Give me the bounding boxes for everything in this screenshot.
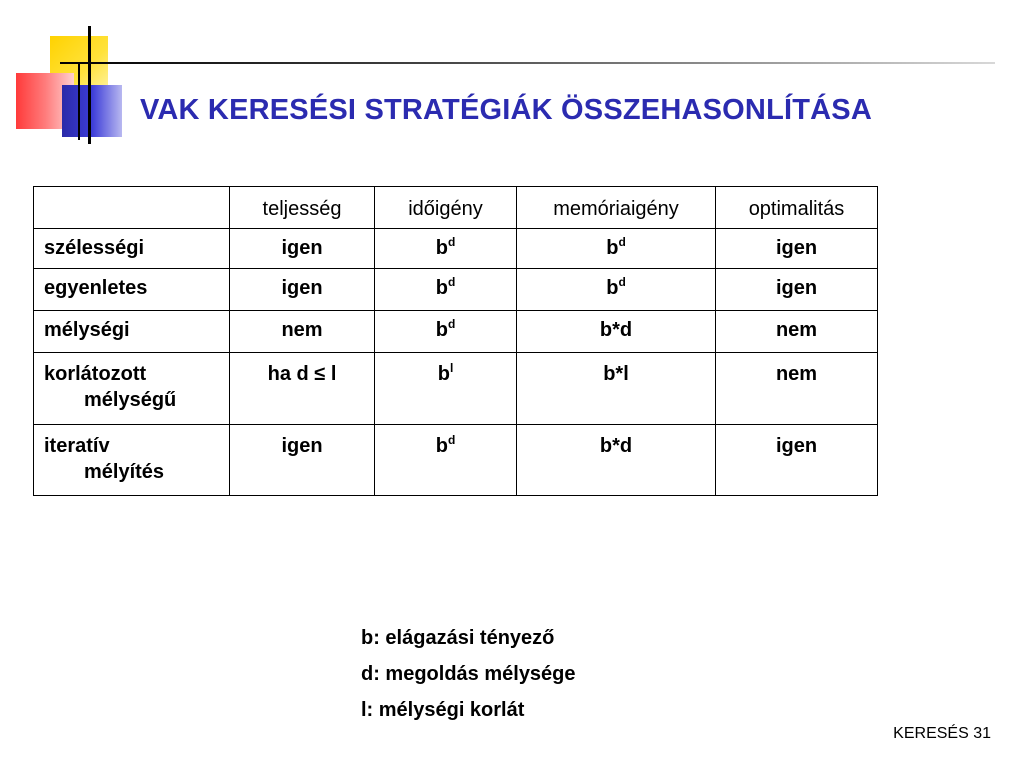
- cell-idoigeny: [375, 425, 517, 496]
- header-idoigeny: időigény: [375, 187, 517, 229]
- cell-idoigeny: [375, 229, 517, 269]
- cell-memoriaigeny: [517, 229, 716, 269]
- row-label: [34, 269, 230, 311]
- cell-memoriaigeny: [517, 311, 716, 353]
- header-cell-empty: [34, 187, 230, 229]
- cell-idoigeny-exponent: d: [447, 433, 456, 447]
- cell-teljesseg: igen: [230, 229, 375, 269]
- table-row: [34, 269, 878, 311]
- table-row: [34, 229, 878, 269]
- slide-footer: KERESÉS 31: [893, 725, 991, 742]
- table-row: [34, 311, 878, 353]
- cell-memoria-base: b: [606, 237, 619, 259]
- cell-memoria-base: b: [606, 277, 619, 299]
- cell-memoria-base: b*d: [599, 435, 633, 457]
- cell-memoriaigeny: [517, 269, 716, 311]
- cell-memoriaigeny: [517, 353, 716, 425]
- cell-memoria-base: b*l: [603, 363, 629, 385]
- row-label-line1: korlátozott: [44, 363, 147, 385]
- row-label-line2: mélységű: [84, 389, 177, 411]
- header-optimalitas: optimalitás: [716, 187, 878, 229]
- cell-memoria-exponent: d: [618, 275, 626, 289]
- cell-idoigeny: [375, 269, 517, 311]
- cell-teljesseg: igen: [230, 269, 375, 311]
- row-label-line1: iteratív: [44, 435, 110, 457]
- cell-optimalitas: igen: [716, 269, 878, 311]
- cell-idoigeny-base: b: [435, 237, 448, 259]
- table-row: [34, 425, 878, 496]
- cell-memoria-base: b*d: [599, 319, 633, 341]
- table-header-row: [34, 187, 878, 229]
- row-label-line2: mélyítés: [84, 461, 165, 483]
- cell-optimalitas: nem: [716, 311, 878, 353]
- row-label: [34, 311, 230, 353]
- title-rule: [0, 0, 1024, 150]
- cell-teljesseg: igen: [230, 425, 375, 496]
- cell-idoigeny: [375, 311, 517, 353]
- cell-idoigeny: [375, 353, 517, 425]
- cell-idoigeny-base: b: [437, 363, 450, 385]
- comparison-table: [33, 186, 878, 496]
- cell-idoigeny-exponent: d: [447, 317, 456, 331]
- legend-item-l: l: mélységi korlát: [361, 699, 525, 721]
- cell-teljesseg: ha d ≤ l: [230, 353, 375, 425]
- cell-teljesseg: nem: [230, 311, 375, 353]
- title-underline: [60, 62, 995, 64]
- legend: [361, 620, 576, 728]
- header-teljesseg: teljesség: [230, 187, 375, 229]
- cell-idoigeny-exponent: d: [447, 275, 456, 289]
- cell-optimalitas: nem: [716, 353, 878, 425]
- row-label: [34, 229, 230, 269]
- row-label: [34, 425, 230, 496]
- row-label: [34, 353, 230, 425]
- cell-memoriaigeny: [517, 425, 716, 496]
- cell-idoigeny-base: b: [435, 277, 448, 299]
- row-label-line1: egyenletes: [44, 277, 148, 299]
- header-memoriaigeny: memóriaigény: [517, 187, 716, 229]
- cell-idoigeny-base: b: [435, 435, 448, 457]
- slide-title: VAK KERESÉSI STRATÉGIÁK ÖSSZEHASONLÍTÁSA: [140, 94, 872, 126]
- legend-item-d: d: megoldás mélysége: [361, 663, 576, 685]
- cell-memoria-exponent: d: [618, 235, 626, 249]
- cell-optimalitas: igen: [716, 229, 878, 269]
- cell-idoigeny-exponent: l: [449, 361, 454, 375]
- cell-idoigeny-base: b: [435, 319, 448, 341]
- cell-idoigeny-exponent: d: [447, 235, 456, 249]
- legend-item-b: b: elágazási tényező: [361, 627, 555, 649]
- row-label-line1: szélességi: [44, 237, 145, 259]
- cell-optimalitas: igen: [716, 425, 878, 496]
- table-row: [34, 353, 878, 425]
- row-label-line1: mélységi: [44, 319, 130, 341]
